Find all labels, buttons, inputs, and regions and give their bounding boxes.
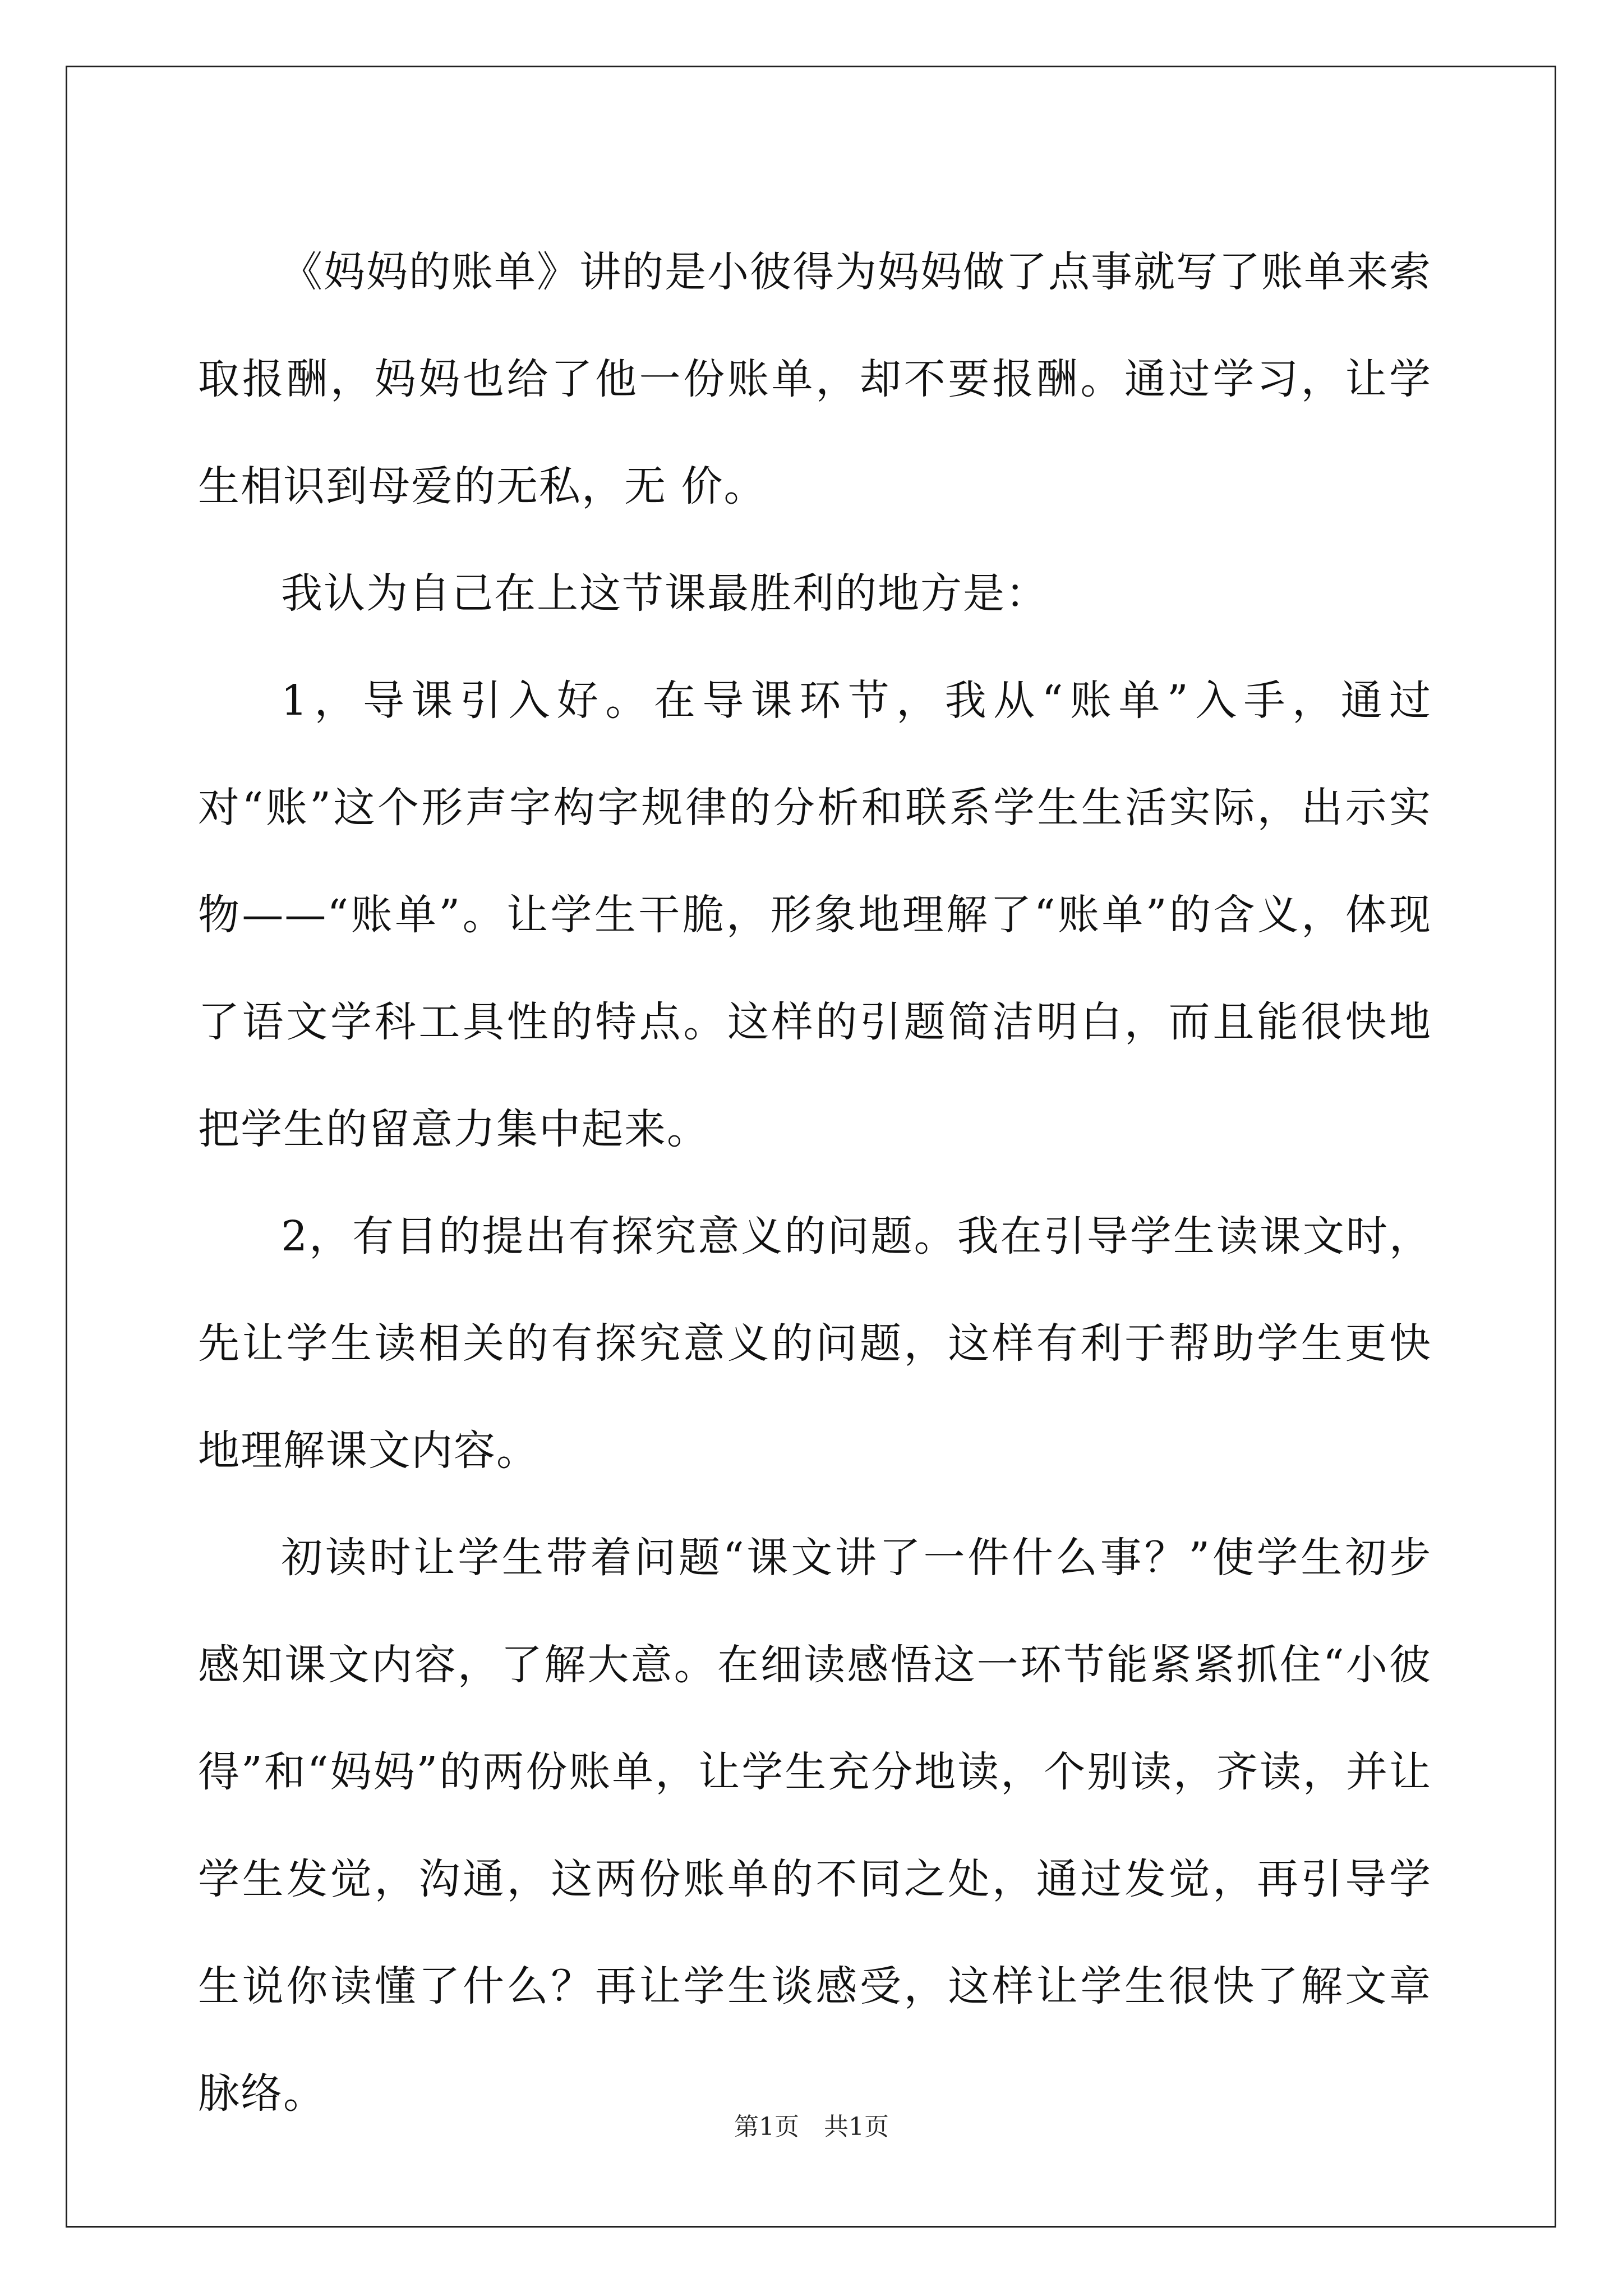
paragraph-intro: 《妈妈的账单》讲的是小彼得为妈妈做了点事就写了账单来索取报酬，妈妈也给了他一份账单，却不要报酬。通过学习，让学生相识到母爱的无私，无 价。 [198, 248, 1432, 510]
document-body [198, 219, 1432, 2147]
paragraph-reading: 初读时让学生带着问题“课文讲了一件什么事？”使学生初步感知课文内容，了解大意。在细读感悟这一环节能紧紧抓住“小彼得”和“妈妈”的两份账单，让学生充分地读，个别读，齐读，并让学生发觉，沟通，这两份账单的不同之处，通过发觉，再引导学生说你读懂了什么？再让学生谈感受，这样让学生很快了解文章脉络。 [198, 1534, 1432, 2118]
paragraph-point-1: 1，导课引入好。在导课环节，我从“账单”入手，通过对“账”这个形声字构字规律的分析和联系学生生活实际，出示实物——“账单”。让学生干脆，形象地理解了“账单”的含义，体现了语文学科工具性的特点。这样的引题简洁明白，而且能很快地把学生的留意力集中起来。 [198, 677, 1432, 1153]
page-footer: 第1页 共1页 [734, 2113, 889, 2141]
paragraph-point-2: 2，有目的提出有探究意义的问题。我在引导学生读课文时，先让学生读相关的有探究意义的问题，这样有利于帮助学生更快地理解课文内容。 [198, 1212, 1432, 1475]
paragraph-success-heading: 我认为自己在上这节课最胜利的地方是： [281, 569, 1048, 618]
